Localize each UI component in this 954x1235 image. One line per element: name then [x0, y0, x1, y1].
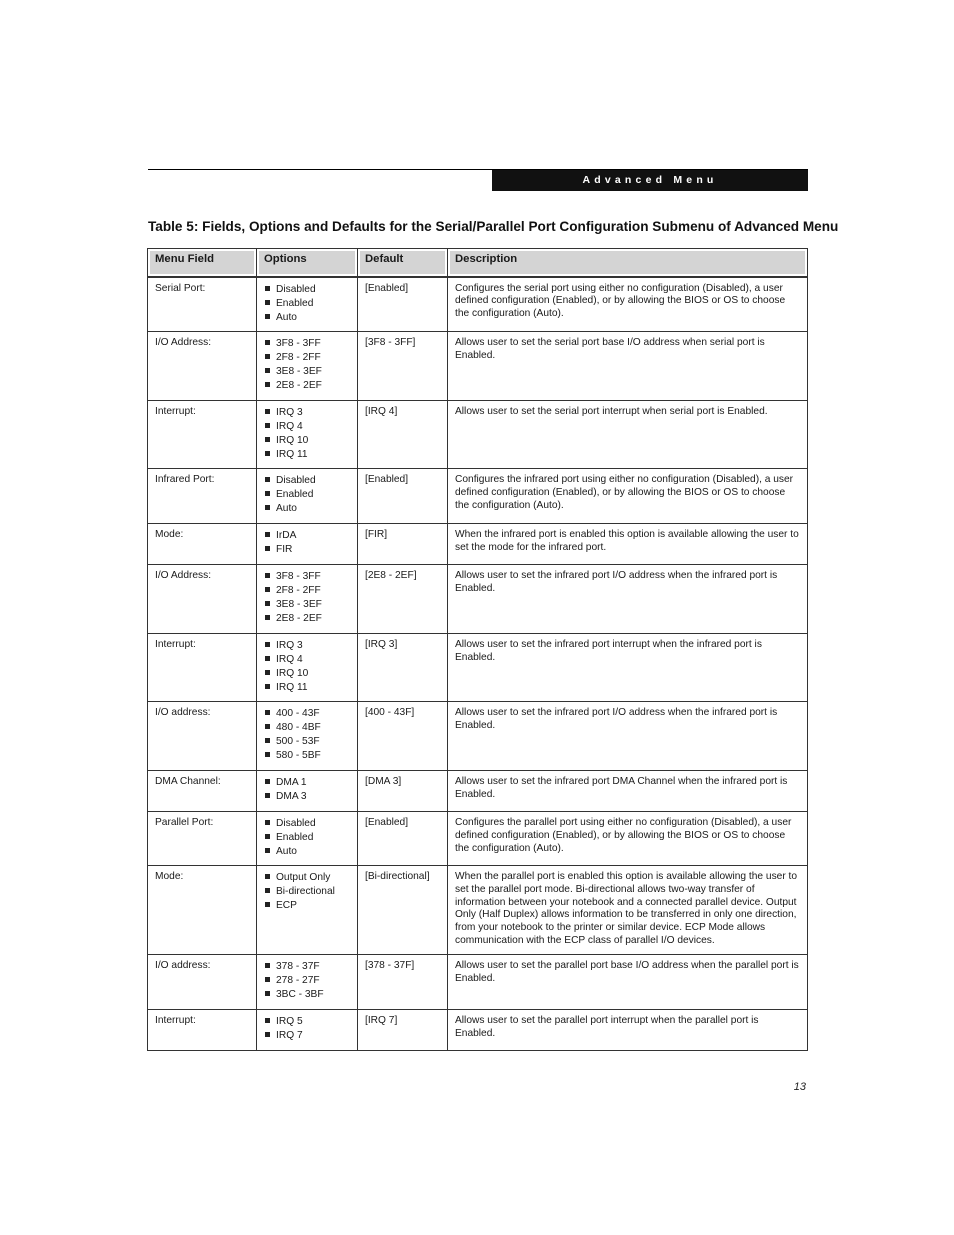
options-list	[264, 283, 350, 325]
menu-field-cell: Mode:	[148, 524, 257, 565]
menu-field-cell: I/O address:	[148, 702, 257, 771]
options-list	[264, 529, 350, 557]
menu-field-cell: Parallel Port:	[148, 812, 257, 866]
table-row	[148, 955, 808, 1010]
option-item: DMA 1	[264, 776, 350, 790]
default-cell: [DMA 3]	[358, 771, 448, 812]
default-cell: [FIR]	[358, 524, 448, 565]
menu-field-cell: DMA Channel:	[148, 771, 257, 812]
option-item: 400 - 43F	[264, 707, 350, 721]
options-cell	[257, 277, 358, 332]
options-cell	[257, 812, 358, 866]
table-row	[148, 1010, 808, 1051]
table-row	[148, 469, 808, 524]
option-item: IRQ 5	[264, 1015, 350, 1029]
description-cell: When the parallel port is enabled this option is available allowing the user to set the parallel port mode. Bi-directional allows two-way transfer of information between your notebook and a connected parallel device. Output Only (Half Duplex) allows information to be transferred in only one direction, from your notebook to the printer or similar device. ECP Mode allows communication with the ECP class of parallel I/O devices.	[448, 866, 808, 955]
option-item: Bi-directional	[264, 885, 350, 899]
option-item: ECP	[264, 899, 350, 913]
option-item: 2E8 - 2EF	[264, 379, 350, 393]
option-item: Disabled	[264, 283, 350, 297]
option-item: IRQ 11	[264, 448, 350, 462]
option-item: 3BC - 3BF	[264, 988, 350, 1002]
option-item: 3F8 - 3FF	[264, 337, 350, 351]
option-item: IRQ 3	[264, 639, 350, 653]
options-cell	[257, 565, 358, 634]
options-list	[264, 406, 350, 462]
column-header-options: Options	[257, 249, 358, 277]
options-list	[264, 707, 350, 763]
table-row	[148, 771, 808, 812]
option-item: IRQ 3	[264, 406, 350, 420]
option-item: 3E8 - 3EF	[264, 598, 350, 612]
default-cell: [Bi-directional]	[358, 866, 448, 955]
option-item: DMA 3	[264, 790, 350, 804]
options-cell	[257, 401, 358, 469]
option-item: IRQ 4	[264, 653, 350, 667]
option-item: IRQ 7	[264, 1029, 350, 1043]
default-cell: [Enabled]	[358, 812, 448, 866]
option-item: FIR	[264, 543, 350, 557]
menu-field-cell: Interrupt:	[148, 634, 257, 702]
option-item: IRQ 4	[264, 420, 350, 434]
option-item: Auto	[264, 311, 350, 325]
menu-field-cell: Interrupt:	[148, 401, 257, 469]
description-cell: Configures the parallel port using either no configuration (Disabled), a user defined configuration (Enabled), or by allowing the BIOS or OS to choose the configuration (Auto).	[448, 812, 808, 866]
section-header-tab: Advanced Menu	[492, 170, 808, 191]
menu-field-cell: I/O address:	[148, 955, 257, 1010]
menu-field-cell: Interrupt:	[148, 1010, 257, 1051]
options-cell	[257, 771, 358, 812]
option-item: IRQ 10	[264, 667, 350, 681]
option-item: Output Only	[264, 871, 350, 885]
options-list	[264, 960, 350, 1002]
table-row	[148, 634, 808, 702]
table-body	[148, 277, 808, 1051]
options-list	[264, 776, 350, 804]
table-row	[148, 401, 808, 469]
option-item: Auto	[264, 502, 350, 516]
column-header-default: Default	[358, 249, 448, 277]
options-cell	[257, 469, 358, 524]
option-item: IRQ 11	[264, 681, 350, 695]
column-header-menu-field: Menu Field	[148, 249, 257, 277]
default-cell: [400 - 43F]	[358, 702, 448, 771]
table-row	[148, 702, 808, 771]
default-cell: [Enabled]	[358, 277, 448, 332]
default-cell: [IRQ 7]	[358, 1010, 448, 1051]
default-cell: [IRQ 3]	[358, 634, 448, 702]
column-header-description: Description	[448, 249, 808, 277]
options-list	[264, 337, 350, 393]
option-item: Enabled	[264, 297, 350, 311]
options-list	[264, 639, 350, 695]
description-cell: Allows user to set the infrared port DMA Channel when the infrared port is Enabled.	[448, 771, 808, 812]
option-item: 3F8 - 3FF	[264, 570, 350, 584]
option-item: Disabled	[264, 817, 350, 831]
description-cell: Allows user to set the serial port interrupt when serial port is Enabled.	[448, 401, 808, 469]
description-cell: Configures the infrared port using either no configuration (Disabled), a user defined configuration (Enabled), or by allowing the BIOS or OS to choose the configuration (Auto).	[448, 469, 808, 524]
description-cell: Allows user to set the infrared port I/O address when the infrared port is Enabled.	[448, 702, 808, 771]
table-row	[148, 565, 808, 634]
table-title: Table 5: Fields, Options and Defaults for the Serial/Parallel Port Configuration Submenu of Advanced Menu	[148, 219, 839, 234]
description-cell: Allows user to set the infrared port I/O address when the infrared port is Enabled.	[448, 565, 808, 634]
options-cell	[257, 955, 358, 1010]
page-number: 13	[793, 1081, 806, 1093]
option-item: 480 - 4BF	[264, 721, 350, 735]
options-cell	[257, 866, 358, 955]
table-row	[148, 332, 808, 401]
options-list	[264, 570, 350, 626]
option-item: 3E8 - 3EF	[264, 365, 350, 379]
default-cell: [3F8 - 3FF]	[358, 332, 448, 401]
description-cell: Allows user to set the parallel port interrupt when the parallel port is Enabled.	[448, 1010, 808, 1051]
menu-field-cell: Infrared Port:	[148, 469, 257, 524]
options-list	[264, 871, 350, 913]
option-item: IrDA	[264, 529, 350, 543]
options-list	[264, 817, 350, 859]
default-cell: [378 - 37F]	[358, 955, 448, 1010]
description-cell: Allows user to set the parallel port base I/O address when the parallel port is Enabled.	[448, 955, 808, 1010]
description-cell: When the infrared port is enabled this option is available allowing the user to set the mode for the infrared port.	[448, 524, 808, 565]
options-cell	[257, 1010, 358, 1051]
option-item: 2F8 - 2FF	[264, 584, 350, 598]
description-cell: Allows user to set the infrared port interrupt when the infrared port is Enabled.	[448, 634, 808, 702]
default-cell: [2E8 - 2EF]	[358, 565, 448, 634]
description-cell: Allows user to set the serial port base I/O address when serial port is Enabled.	[448, 332, 808, 401]
option-item: Disabled	[264, 474, 350, 488]
menu-field-cell: Serial Port:	[148, 277, 257, 332]
menu-field-cell: Mode:	[148, 866, 257, 955]
menu-field-cell: I/O Address:	[148, 332, 257, 401]
table-header-row	[148, 249, 808, 277]
table-row	[148, 524, 808, 565]
table-row	[148, 812, 808, 866]
option-item: Enabled	[264, 488, 350, 502]
option-item: Auto	[264, 845, 350, 859]
options-list	[264, 474, 350, 516]
options-cell	[257, 524, 358, 565]
option-item: 500 - 53F	[264, 735, 350, 749]
default-cell: [IRQ 4]	[358, 401, 448, 469]
option-item: 580 - 5BF	[264, 749, 350, 763]
menu-field-cell: I/O Address:	[148, 565, 257, 634]
settings-table	[147, 248, 808, 1051]
options-list	[264, 1015, 350, 1043]
option-item: 2E8 - 2EF	[264, 612, 350, 626]
default-cell: [Enabled]	[358, 469, 448, 524]
options-cell	[257, 332, 358, 401]
option-item: Enabled	[264, 831, 350, 845]
description-cell: Configures the serial port using either no configuration (Disabled), a user defined configuration (Enabled), or by allowing the BIOS or OS to choose the configuration (Auto).	[448, 277, 808, 332]
table-row	[148, 277, 808, 332]
table-row	[148, 866, 808, 955]
option-item: 278 - 27F	[264, 974, 350, 988]
options-cell	[257, 702, 358, 771]
options-cell	[257, 634, 358, 702]
option-item: 378 - 37F	[264, 960, 350, 974]
option-item: 2F8 - 2FF	[264, 351, 350, 365]
option-item: IRQ 10	[264, 434, 350, 448]
